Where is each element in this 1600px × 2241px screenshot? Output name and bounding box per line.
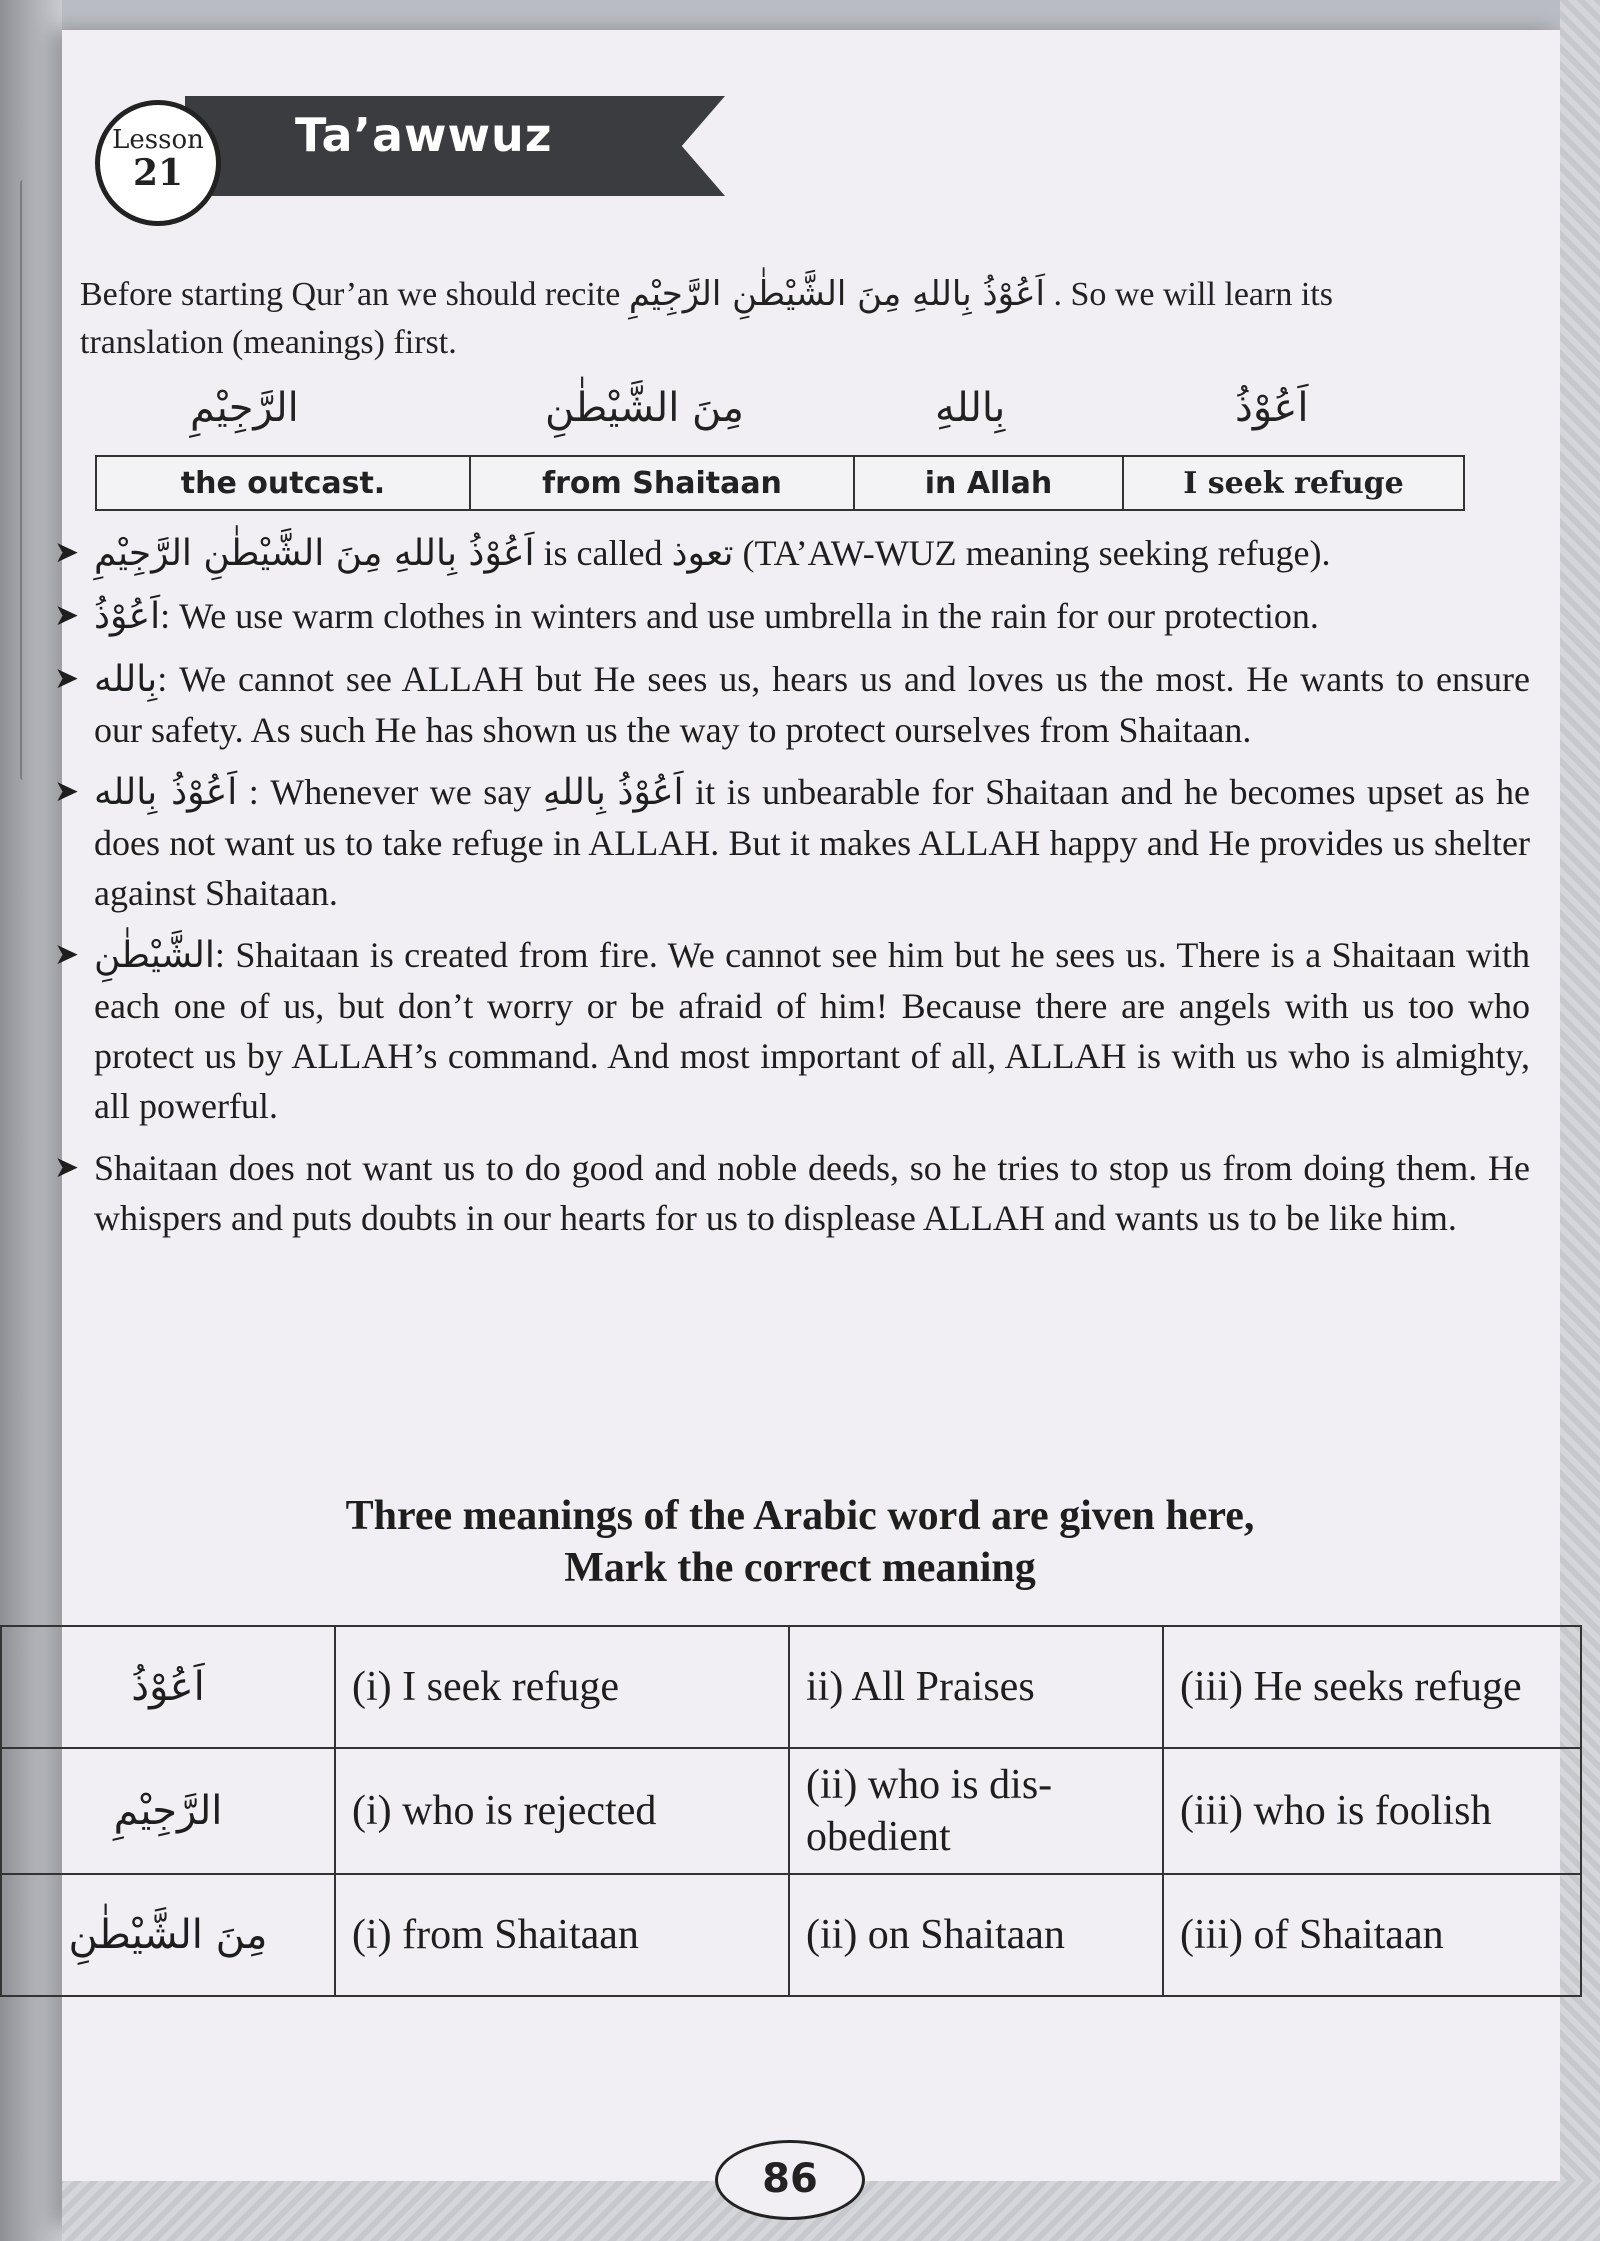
intro-arabic: اَعُوْذُ بِاللهِ مِنَ الشَّيْطٰنِ الرَّجِيْمِ <box>628 274 1045 314</box>
option-cell[interactable]: (iii) who is foolish <box>1163 1748 1581 1874</box>
arrow-bullet-icon: ➤ <box>54 661 80 696</box>
bullet-text: Shaitaan does not want us to do good and noble deeds, so he tries to stop us from doing them. He whispers and puts doubts in our hearts for us to displease ALLAH and wants us to be like him. <box>94 1148 1530 1238</box>
list-item <box>50 930 1530 1131</box>
table-row <box>1 1626 1581 1748</box>
option-cell[interactable]: (i) who is rejected <box>335 1748 789 1874</box>
arrow-bullet-icon: ➤ <box>54 598 80 633</box>
option-cell[interactable]: (iii) of Shaitaan <box>1163 1874 1581 1996</box>
translation-table <box>95 455 1465 511</box>
bullet-arabic: اَعُوْذُ <box>94 596 161 637</box>
arabic-header: مِنَ الشَّيْطٰنِ <box>545 385 744 431</box>
bullet-list <box>50 528 1530 1255</box>
table-row <box>1 1874 1581 1996</box>
translation-cell: I seek refuge <box>1123 456 1464 510</box>
bullet-text: is called تعوذ (TA’AW-WUZ meaning seeking refuge). <box>534 533 1331 573</box>
intro-text-before: Before starting Qur’an we should recite <box>80 276 621 313</box>
translation-cell: the outcast. <box>96 456 470 510</box>
arrow-bullet-icon: ➤ <box>54 774 80 809</box>
arabic-header: اَعُوْذُ <box>1235 385 1309 431</box>
bullet-arabic: اَعُوْذُ بِالله <box>94 772 238 813</box>
list-item <box>50 591 1530 642</box>
exercise-instructions <box>0 1490 1600 1594</box>
option-cell[interactable]: (ii) on Shaitaan <box>789 1874 1163 1996</box>
option-cell[interactable]: (i) I seek refuge <box>335 1626 789 1748</box>
arabic-word-cell: اَعُوْذُ <box>1 1626 335 1748</box>
lesson-badge <box>95 100 221 226</box>
translation-cell: in Allah <box>854 456 1123 510</box>
arabic-word-headers <box>95 385 1465 455</box>
intro-paragraph <box>80 270 1460 367</box>
instruction-line: Three meanings of the Arabic word are given here, <box>345 1493 1255 1539</box>
instruction-line: Mark the correct meaning <box>564 1545 1036 1591</box>
bullet-text: : We cannot see ALLAH but He sees us, hears us and loves us the most. He wants to ensure our safety. As such He has shown us the way to protect ourselves from Shaitaan. <box>94 659 1530 750</box>
arabic-header: الرَّجِيْمِ <box>190 385 299 431</box>
arrow-bullet-icon: ➤ <box>54 1150 80 1185</box>
page-number: 86 <box>715 2140 865 2220</box>
arabic-word-cell: مِنَ الشَّيْطٰنِ <box>1 1874 335 1996</box>
table-row <box>1 1748 1581 1874</box>
arrow-bullet-icon: ➤ <box>54 937 80 972</box>
lesson-title: Ta’awwuz <box>295 108 553 162</box>
intro-text-after: . So we will learn its translation (meanings) first. <box>80 276 1333 361</box>
list-item <box>50 528 1530 579</box>
translation-cell: from Shaitaan <box>470 456 854 510</box>
bullet-text: : Whenever we say اَعُوْذُ بِاللهِ it is unbearable for Shaitaan and he becomes upset as he does not want us to take refuge in ALLAH. But it makes ALLAH happy and He provides us shelter against Shaitaan. <box>94 772 1531 913</box>
arrow-bullet-icon: ➤ <box>54 535 80 570</box>
list-item <box>50 1143 1530 1243</box>
bullet-text: : We use warm clothes in winters and use umbrella in the rain for our protection. <box>160 596 1319 636</box>
option-cell[interactable]: (ii) who is dis-obedient <box>789 1748 1163 1874</box>
list-item <box>50 654 1530 755</box>
lesson-label: Lesson <box>112 125 204 155</box>
list-item <box>50 767 1530 918</box>
arabic-word-cell: الرَّجِيْمِ <box>1 1748 335 1874</box>
table-row <box>96 456 1464 510</box>
option-cell[interactable]: (iii) He seeks refuge <box>1163 1626 1581 1748</box>
arabic-header: بِاللهِ <box>935 385 1006 431</box>
bullet-arabic: اَعُوْذُ بِاللهِ مِنَ الشَّيْطٰنِ الرَّجِيْمِ <box>94 533 535 574</box>
lesson-number: 21 <box>132 152 184 194</box>
bullet-arabic: الشَّيْطٰنِ <box>94 935 215 976</box>
bullet-text: : Shaitaan is created from fire. We cannot see him but he sees us. There is a Shaitaan with each one of us, but don’t worry or be afraid of him! Because there are angels with us too who protect us by ALLAH’s command. And most important of all, ALLAH is with us who is almighty, all powerful. <box>94 935 1530 1126</box>
option-cell[interactable]: ii) All Praises <box>789 1626 1163 1748</box>
bullet-arabic: بِالله <box>94 659 158 700</box>
option-cell[interactable]: (i) from Shaitaan <box>335 1874 789 1996</box>
exercise-table <box>0 1625 1582 1997</box>
